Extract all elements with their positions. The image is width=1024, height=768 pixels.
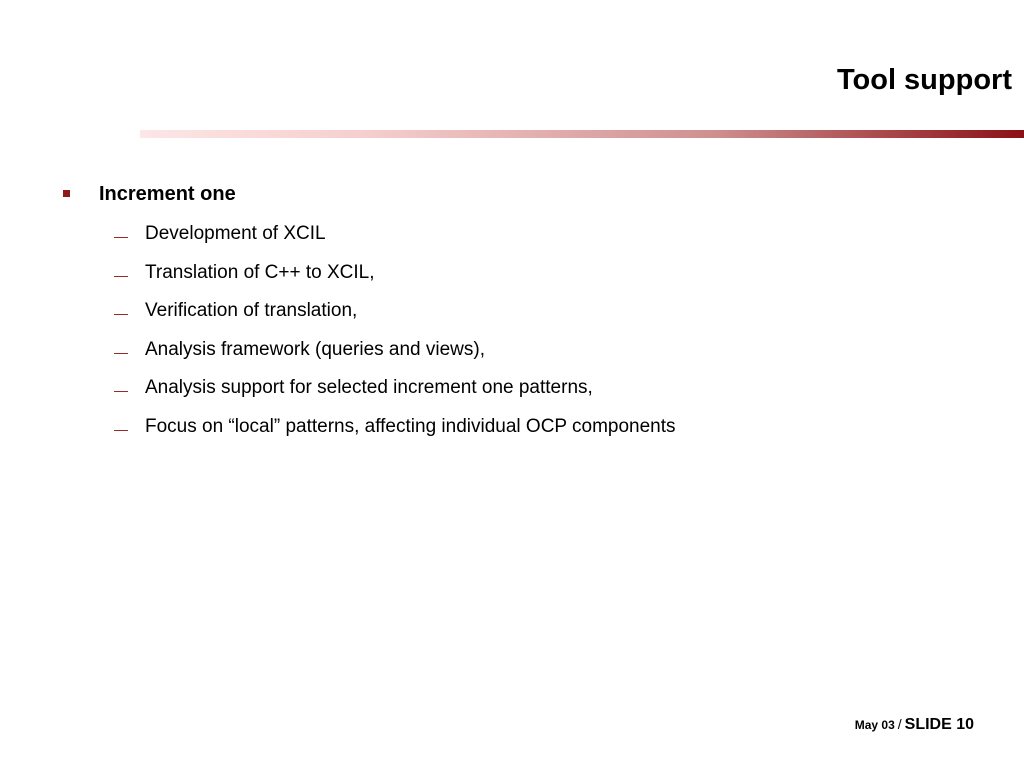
sub-bullet-text: Analysis support for selected increment one patterns,: [145, 377, 593, 398]
sub-bullet-item: [0, 220, 1024, 259]
sub-bullet-text: Development of XCIL: [145, 223, 326, 244]
slide-title: Tool support: [836, 64, 1012, 96]
sub-bullet-item: [0, 374, 1024, 413]
sub-bullet-item: [0, 297, 1024, 336]
dash-bullet-icon: —: [114, 228, 128, 244]
slide-content: [0, 178, 1024, 441]
bullet-item: [0, 178, 1024, 210]
sub-bullet-item: [0, 413, 1024, 452]
bullet-label: Increment one: [99, 183, 236, 205]
dash-bullet-icon: —: [114, 382, 128, 398]
footer-date: May 03: [854, 718, 895, 732]
slide-footer: [855, 714, 974, 735]
sub-bullet-text: Translation of C++ to XCIL,: [145, 261, 375, 283]
dash-bullet-icon: —: [114, 343, 128, 360]
sub-bullet-item: [0, 336, 1024, 375]
dash-bullet-icon: —: [114, 305, 128, 321]
title-gradient-rule: [140, 130, 1024, 138]
dash-bullet-icon: —: [114, 266, 128, 283]
sub-bullet-text: Verification of translation,: [145, 300, 358, 321]
slide-number: SLIDE 10: [904, 716, 974, 733]
sub-bullet-text: Analysis framework (queries and views),: [145, 338, 486, 360]
sub-bullet-list: [0, 220, 1024, 451]
footer-separator: /: [897, 716, 902, 732]
sub-bullet-item: [0, 259, 1024, 298]
sub-bullet-text: Focus on “local” patterns, affecting individual OCP components: [145, 415, 676, 437]
dash-bullet-icon: —: [114, 420, 128, 437]
square-bullet-icon: [63, 190, 70, 197]
